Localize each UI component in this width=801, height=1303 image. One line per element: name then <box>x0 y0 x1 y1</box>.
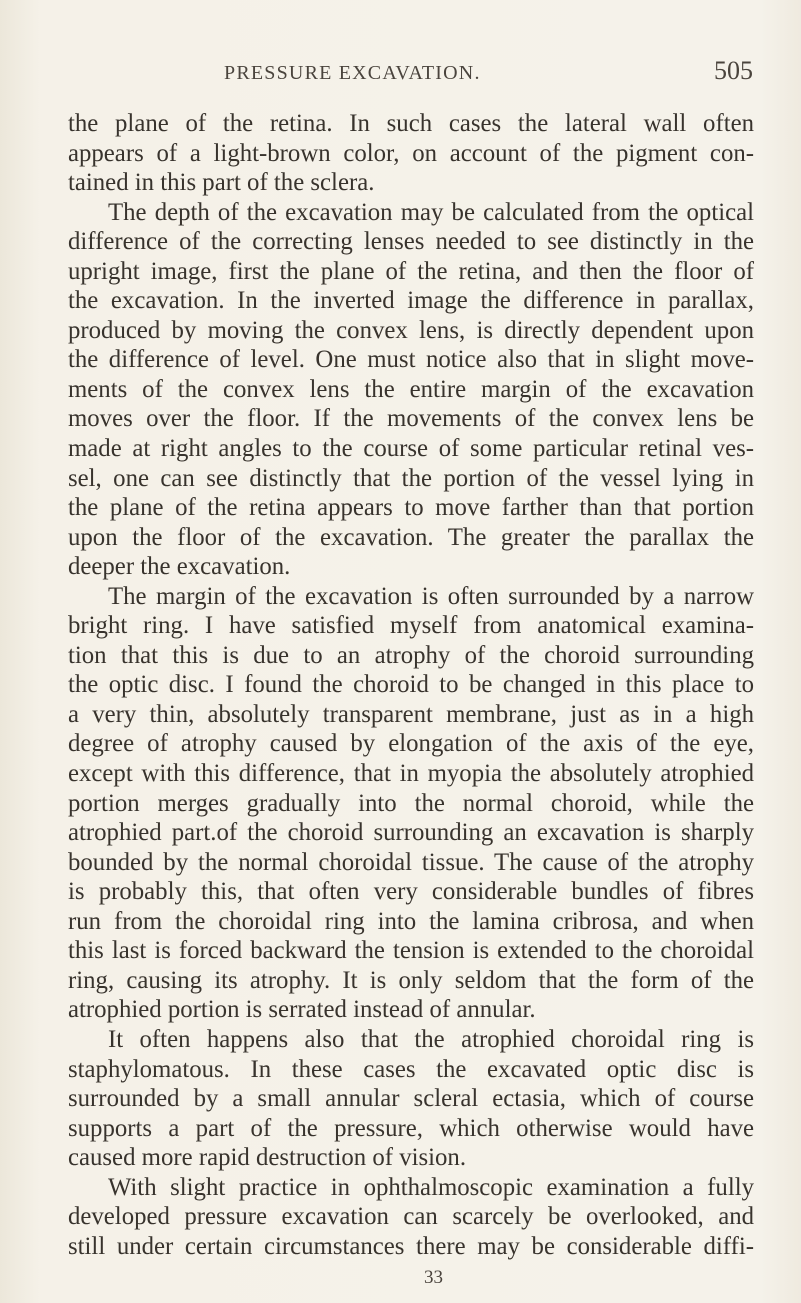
text-line: this last is forced backward the tension is extended to the choroidal <box>68 937 754 965</box>
text-line: bounded by the normal choroidal tissue. The cause of the atrophy <box>68 848 754 876</box>
text-line: With slight practice in ophthalmoscopic examination a fully <box>108 1173 754 1201</box>
text-line: deeper the excavation. <box>68 553 291 581</box>
text-line: The margin of the excavation is often surrounded by a narrow <box>108 582 754 610</box>
text-line: still under certain circumstances there may be considerable diffi- <box>68 1232 754 1260</box>
text-line: The depth of the excavation may be calculated from the optical <box>108 198 754 226</box>
running-head: PRESSURE EXCAVATION. <box>224 62 481 84</box>
signature-mark: 33 <box>424 1267 443 1288</box>
text-line: is probably this, that often very considerable bundles of fibres <box>68 878 754 906</box>
text-line: ring, causing its atrophy. It is only seldom that the form of the <box>68 966 754 994</box>
text-line: tion that this is due to an atrophy of the choroid surrounding <box>68 641 754 669</box>
text-line: upon the floor of the excavation. The greater the parallax the <box>68 523 754 551</box>
text-line: except with this difference, that in myopia the absolutely atrophied <box>68 760 754 788</box>
text-line: caused more rapid destruction of vision. <box>68 1144 467 1172</box>
text-line: degree of atrophy caused by elongation of the axis of the eye, <box>68 730 754 758</box>
text-line: supports a part of the pressure, which otherwise would have <box>68 1114 754 1142</box>
text-line: staphylomatous. In these cases the excavated optic disc is <box>68 1055 754 1083</box>
text-line: ments of the convex lens the entire margin of the excavation <box>68 375 754 403</box>
text-line: the difference of level. One must notice also that in slight move- <box>68 346 754 374</box>
text-line: atrophied part.of the choroid surrounding an excavation is sharply <box>68 819 754 847</box>
text-line: developed pressure excavation can scarcely be overlooked, and <box>68 1203 754 1231</box>
text-line: the optic disc. I found the choroid to be changed in this place to <box>68 671 754 699</box>
text-line: a very thin, absolutely transparent membrane, just as in a high <box>68 700 754 728</box>
text-line: sel, one can see distinctly that the portion of the vessel lying in <box>68 464 754 492</box>
text-line: tained in this part of the sclera. <box>68 169 375 197</box>
text-line: the excavation. In the inverted image the difference in parallax, <box>68 287 754 315</box>
text-line: It often happens also that the atrophied choroidal ring is <box>108 1025 754 1053</box>
text-line: the plane of the retina appears to move farther than that portion <box>68 494 754 522</box>
text-line: the plane of the retina. In such cases the lateral wall often <box>68 110 754 137</box>
text-line: atrophied portion is serrated instead of annular. <box>68 996 536 1024</box>
text-line: run from the choroidal ring into the lamina cribrosa, and when <box>68 907 754 935</box>
page-number: 505 <box>714 56 753 85</box>
body-text <box>68 109 754 1261</box>
text-line: produced by moving the convex lens, is directly dependent upon <box>68 316 754 344</box>
text-line: bright ring. I have satisfied myself from anatomical examina- <box>68 612 754 640</box>
text-line: made at right angles to the course of some particular retinal ves- <box>68 435 754 463</box>
text-line: appears of a light-brown color, on account of the pigment con- <box>68 139 754 167</box>
text-line: difference of the correcting lenses needed to see distinctly in the <box>68 228 754 256</box>
text-line: moves over the floor. If the movements of the convex lens be <box>68 405 754 433</box>
text-line: upright image, first the plane of the retina, and then the floor of <box>68 257 754 285</box>
text-line: surrounded by a small annular scleral ectasia, which of course <box>68 1085 754 1113</box>
text-line: portion merges gradually into the normal choroid, while the <box>68 789 754 817</box>
